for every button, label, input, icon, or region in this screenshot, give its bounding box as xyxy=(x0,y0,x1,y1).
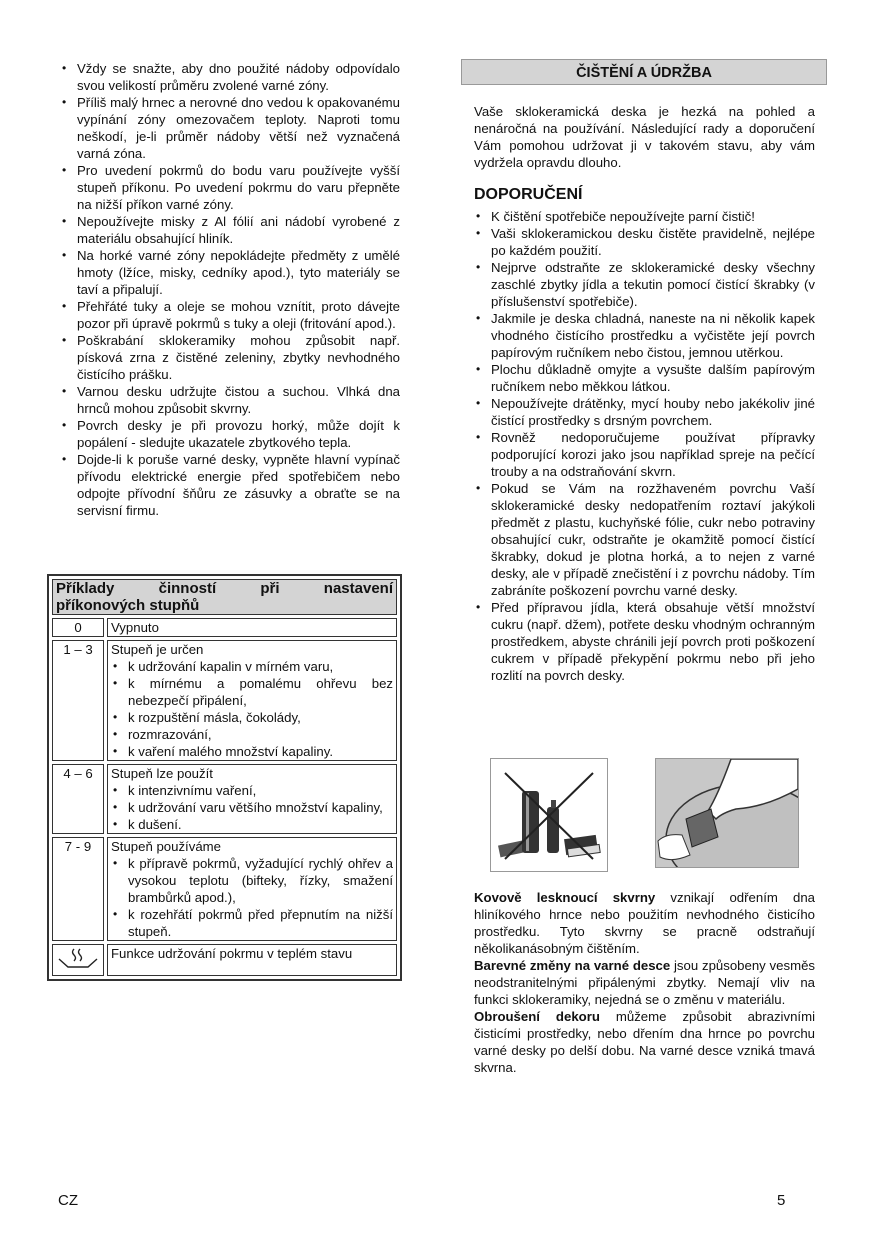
table-row xyxy=(52,944,397,976)
level-cell: 1 – 3 xyxy=(52,640,104,761)
note-text: můžeme způsobit abrazivními čisticími prostředky, nebo dřením dna hrnce po povrchu varné desky po delší dobu. Na varné desce vzniká tmavá skvrna. xyxy=(474,1009,815,1075)
list-item: • Varnou desku udržujte čistou a suchou. Vlhká dna hrnců mohou způsobit skvrny. xyxy=(60,383,400,417)
list-item: • Nepoužívejte misky z Al fólií ani nádobí vyrobené z materiálu obsahující hliník. xyxy=(60,213,400,247)
list-item: • k dušení. xyxy=(111,816,393,833)
power-levels-table xyxy=(47,574,402,981)
row-heading: Vypnuto xyxy=(111,620,159,635)
list-item: • Rovněž nedoporučujeme používat přípravky podporující korozi jako jsou například spreje na pečící trouby a na odstraňování skvrn. xyxy=(474,429,815,480)
recommendations-list xyxy=(474,208,815,684)
list-item: • K čištění spotřebiče nepoužívejte parní čistič! xyxy=(474,208,815,225)
list-item: • Povrch desky je při provozu horký, může dojít k popálení - sledujte ukazatele zbytkového tepla. xyxy=(60,417,400,451)
list-item: • k rozpuštění másla, čokolády, xyxy=(111,709,393,726)
description-cell xyxy=(107,837,397,941)
usage-tips-list xyxy=(60,60,400,519)
intro-paragraph: Vaše sklokeramická deska je hezká na pohled a nenáročná na používání. Následující rady a doporučení Vám pomohou udržovat ji v takovém stavu, aby vám vydržela opravdu dlouho. xyxy=(474,104,815,170)
row-heading: Stupeň používáme xyxy=(111,839,221,854)
note-term: Kovově lesknoucí skvrny xyxy=(474,890,656,905)
crossed-out-cleaners-icon xyxy=(491,759,607,871)
description-cell xyxy=(107,944,397,976)
scraper-cleaning-icon xyxy=(656,759,798,867)
footer-language: CZ xyxy=(58,1192,78,1209)
note-paragraph xyxy=(474,889,815,957)
table-title-line2: příkonových stupňů xyxy=(56,597,200,614)
section-title: ČIŠTĚNÍ A ÚDRŽBA xyxy=(461,59,827,85)
table-row xyxy=(52,618,397,637)
note-term: Obroušení dekoru xyxy=(474,1009,600,1024)
list-item: • Vaši sklokeramickou desku čistěte pravidelně, nejlépe po každém použití. xyxy=(474,225,815,259)
level-cell xyxy=(52,944,104,976)
list-item: • Vždy se snažte, aby dno použité nádoby odpovídalo svou velikostí průměru zvolené varné zóny. xyxy=(60,60,400,94)
list-item: • k rozehřátí pokrmů před přepnutím na nižší stupeň. xyxy=(111,906,393,940)
description-cell xyxy=(107,764,397,834)
page-number: 5 xyxy=(777,1192,786,1209)
note-text: jsou způsobeny vesměs neodstranitelnými připálenými zbytky. Nemají vliv na funkci sklokeramiky, nejedná se o změnu v materiálu. xyxy=(474,958,815,1007)
row-heading: Stupeň lze použít xyxy=(111,766,213,781)
list-item: • k udržování kapalin v mírném varu, xyxy=(111,658,393,675)
table-row xyxy=(52,640,397,761)
level-cell: 4 – 6 xyxy=(52,764,104,834)
list-item: • Pro uvedení pokrmů do bodu varu používejte vyšší stupeň příkonu. Po uvedení pokrmu do varu přepněte na nižší příkon varné zóny. xyxy=(60,162,400,213)
subheading: DOPORUČENÍ xyxy=(474,186,583,203)
list-item: • Nejprve odstraňte ze sklokeramické desky všechny zaschlé zbytky jídla a tekutin pomocí čistící škrabky (v příslušenství spotřebiče). xyxy=(474,259,815,310)
keep-warm-icon xyxy=(56,945,100,971)
list-item: • k intenzivnímu vaření, xyxy=(111,782,393,799)
list-item: • Pokud se Vám na rozžhaveném povrchu Vaší sklokeramické desky nedopatřením roztaví jakýkoli předmět z plastu, kuchyňské fólie, cukr nebo potraviny obsahující cukr, odstraňte je okamžitě pomocí čistící škrabky, dokud je plotna horká, a to nejen z varné desky, ale v případě znečistění i z povrchu nádoby. Tím zabráníte poškození povrchu varné desky. xyxy=(474,480,815,599)
list-item: • k přípravě pokrmů, vyžadující rychlý ohřev a vysokou teplotu (bifteky, řízky, smažení brambůrků apod.), xyxy=(111,855,393,906)
list-item: • Před přípravou jídla, která obsahuje větší množství cukru (např. džem), potřete desku vhodným ochranným prostředkem, abyste chránili její povrch proti poškození cukrem v případě překypění pokrmu nebo při jeho rozlití na povrch desky. xyxy=(474,599,815,684)
list-item: • Plochu důkladně omyjte a vysušte dalším papírovým ručníkem nebo měkkou látkou. xyxy=(474,361,815,395)
list-item: • Přehřáté tuky a oleje se mohou vznítit, proto dávejte pozor při úpravě pokrmů s tuky a oleji (fritování apod.). xyxy=(60,298,400,332)
list-item: • k mírnému a pomalému ohřevu bez nebezpečí připálení, xyxy=(111,675,393,709)
row-heading: Stupeň je určen xyxy=(111,642,204,657)
row-heading: Funkce udržování pokrmu v teplém stavu xyxy=(111,946,353,961)
list-item: • Nepoužívejte drátěnky, mycí houby nebo jakékoliv jiné čistící prostředky s drsným povrchem. xyxy=(474,395,815,429)
level-cell: 0 xyxy=(52,618,104,637)
note-text: vznikají odřením dna hliníkového hrnce nebo použitím nevhodného čisticího prostředku. Tyto skvrny se pracně odstraňují několikanásobným čištěním. xyxy=(474,890,815,956)
note-paragraph xyxy=(474,1008,815,1076)
table-title xyxy=(52,579,397,615)
level-cell: 7 - 9 xyxy=(52,837,104,941)
description-cell xyxy=(107,618,397,637)
table-row xyxy=(52,837,397,941)
note-term: Barevné změny na varné desce xyxy=(474,958,671,973)
description-cell xyxy=(107,640,397,761)
scraper-illustration xyxy=(655,758,799,868)
list-item: • Dojde-li k poruše varné desky, vypněte hlavní vypínač přívodu elektrické energie před spotřebičem nebo odpojte přívodní šňůru ze zásuvky a obraťte se na servisní firmu. xyxy=(60,451,400,519)
stain-notes xyxy=(474,889,815,1076)
note-paragraph xyxy=(474,957,815,1008)
list-item: • Jakmile je deska chladná, naneste na ni několik kapek vhodného čistícího prostředku a vyčistěte její povrch papírovým ručníkem nebo čistou, jemnou utěrkou. xyxy=(474,310,815,361)
list-item: • k udržování varu většího množství kapaliny, xyxy=(111,799,393,816)
list-item: • Na horké varné zóny nepokládejte předměty z umělé hmoty (lžíce, misky, cedníky apod.), tyto materiály se taví a připalují. xyxy=(60,247,400,298)
list-item: • k vaření malého množství kapaliny. xyxy=(111,743,393,760)
list-item: • Poškrabání sklokeramiky mohou způsobit např. písková zrna z čistěné zeleniny, zbytky nevhodného čistícího prášku. xyxy=(60,332,400,383)
list-item: • Příliš malý hrnec a nerovné dno vedou k opakovanému vypínání zóny omezovačem teploty. Naproti tomu neškodí, je-li průměr nádoby větší než vyznačená varná zóna. xyxy=(60,94,400,162)
list-item: • rozmrazování, xyxy=(111,726,393,743)
table-row xyxy=(52,764,397,834)
table-title-line1: Příklady činností při nastavení xyxy=(56,580,393,597)
prohibited-cleaners-illustration xyxy=(490,758,608,872)
left-column xyxy=(60,60,400,519)
